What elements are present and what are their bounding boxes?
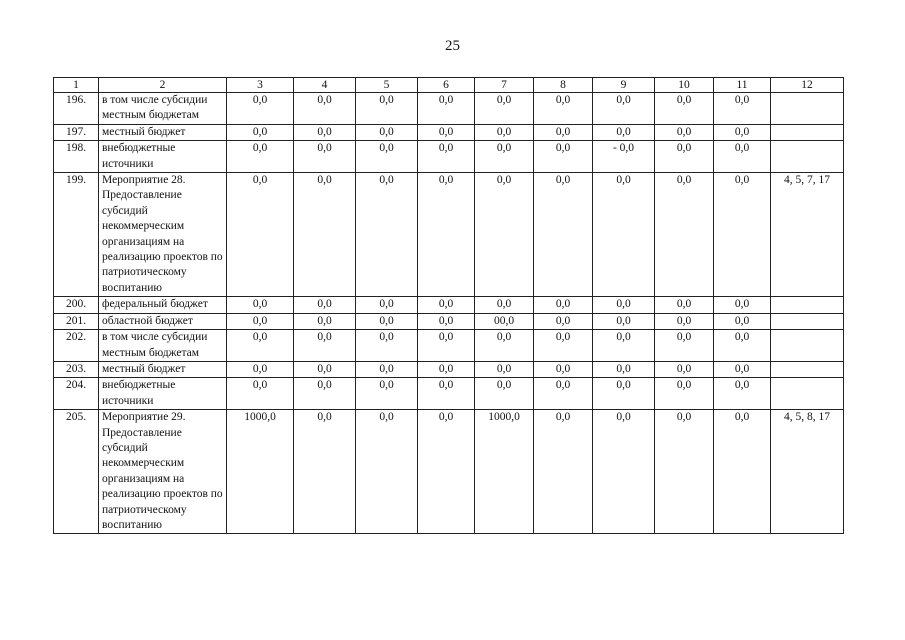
value-cell: 0,0	[534, 297, 593, 313]
row-number: 199.	[54, 173, 99, 297]
indicator-refs	[771, 124, 844, 140]
row-name: внебюджетные источники	[99, 141, 227, 173]
value-cell: 0,0	[593, 378, 655, 410]
page-number: 25	[445, 38, 460, 54]
header-cell: 3	[227, 78, 294, 93]
indicator-refs	[771, 330, 844, 362]
value-cell: 0,0	[294, 313, 356, 329]
indicator-refs	[771, 297, 844, 313]
value-cell: 0,0	[593, 173, 655, 297]
table-row	[54, 93, 844, 125]
value-cell: 0,0	[418, 330, 475, 362]
value-cell: 0,0	[418, 141, 475, 173]
row-number: 202.	[54, 330, 99, 362]
value-cell: 0,0	[356, 141, 418, 173]
value-cell: 0,0	[356, 297, 418, 313]
value-cell: 0,0	[475, 124, 534, 140]
value-cell: 0,0	[655, 173, 714, 297]
indicator-refs	[771, 378, 844, 410]
row-number: 198.	[54, 141, 99, 173]
header-cell: 1	[54, 78, 99, 93]
value-cell: 0,0	[475, 361, 534, 377]
value-cell: 0,0	[534, 378, 593, 410]
value-cell: 0,0	[534, 124, 593, 140]
value-cell: 0,0	[655, 124, 714, 140]
value-cell: 0,0	[418, 173, 475, 297]
value-cell: 0,0	[356, 124, 418, 140]
row-number: 196.	[54, 93, 99, 125]
value-cell: 0,0	[227, 330, 294, 362]
row-name: Мероприятие 28. Предоставление субсидий некоммерческим организациям на реализацию проектов по патриотическому воспитанию	[99, 173, 227, 297]
value-cell: 0,0	[714, 124, 771, 140]
value-cell: 0,0	[593, 313, 655, 329]
value-cell: 0,0	[714, 330, 771, 362]
value-cell: 0,0	[593, 361, 655, 377]
value-cell: 0,0	[714, 297, 771, 313]
value-cell: 0,0	[356, 361, 418, 377]
table-row	[54, 141, 844, 173]
value-cell: 0,0	[356, 173, 418, 297]
value-cell: 0,0	[534, 93, 593, 125]
value-cell: 0,0	[227, 141, 294, 173]
value-cell: 0,0	[714, 141, 771, 173]
header-cell: 4	[294, 78, 356, 93]
value-cell: 0,0	[534, 173, 593, 297]
value-cell: 0,0	[714, 173, 771, 297]
value-cell: 0,0	[655, 361, 714, 377]
header-cell: 9	[593, 78, 655, 93]
header-cell: 12	[771, 78, 844, 93]
row-name: в том числе субсидии местным бюджетам	[99, 330, 227, 362]
value-cell: 0,0	[655, 297, 714, 313]
value-cell: 0,0	[534, 330, 593, 362]
table-row	[54, 410, 844, 534]
value-cell: 0,0	[418, 313, 475, 329]
value-cell: 0,0	[356, 410, 418, 534]
table-row	[54, 361, 844, 377]
row-name: местный бюджет	[99, 124, 227, 140]
indicator-refs	[771, 141, 844, 173]
row-name: внебюджетные источники	[99, 378, 227, 410]
value-cell: 0,0	[593, 297, 655, 313]
value-cell: 0,0	[534, 313, 593, 329]
value-cell: 0,0	[294, 330, 356, 362]
value-cell: 0,0	[475, 330, 534, 362]
header-cell: 11	[714, 78, 771, 93]
row-number: 200.	[54, 297, 99, 313]
value-cell: 0,0	[593, 330, 655, 362]
indicator-refs	[771, 93, 844, 125]
value-cell: - 0,0	[593, 141, 655, 173]
value-cell: 0,0	[714, 93, 771, 125]
table-row	[54, 173, 844, 297]
value-cell: 0,0	[227, 124, 294, 140]
value-cell: 0,0	[475, 93, 534, 125]
header-cell: 5	[356, 78, 418, 93]
value-cell: 0,0	[534, 361, 593, 377]
header-cell: 10	[655, 78, 714, 93]
value-cell: 1000,0	[475, 410, 534, 534]
value-cell: 0,0	[655, 410, 714, 534]
value-cell: 0,0	[593, 124, 655, 140]
value-cell: 0,0	[294, 141, 356, 173]
value-cell: 0,0	[356, 93, 418, 125]
value-cell: 0,0	[356, 313, 418, 329]
value-cell: 0,0	[714, 361, 771, 377]
value-cell: 0,0	[227, 93, 294, 125]
header-cell: 2	[99, 78, 227, 93]
value-cell: 0,0	[294, 410, 356, 534]
indicator-refs: 4, 5, 8, 17	[771, 410, 844, 534]
row-name: Мероприятие 29. Предоставление субсидий некоммерческим организациям на реализацию проектов по патриотическому воспитанию	[99, 410, 227, 534]
value-cell: 0,0	[418, 93, 475, 125]
value-cell: 0,0	[356, 330, 418, 362]
value-cell: 0,0	[418, 378, 475, 410]
value-cell: 0,0	[534, 410, 593, 534]
header-row	[54, 78, 844, 93]
header-cell: 8	[534, 78, 593, 93]
table-row	[54, 378, 844, 410]
value-cell: 0,0	[294, 173, 356, 297]
table-row	[54, 124, 844, 140]
value-cell: 0,0	[714, 313, 771, 329]
value-cell: 0,0	[655, 141, 714, 173]
row-name: в том числе субсидии местным бюджетам	[99, 93, 227, 125]
value-cell: 0,0	[714, 378, 771, 410]
value-cell: 0,0	[655, 378, 714, 410]
table-row	[54, 330, 844, 362]
row-name: федеральный бюджет	[99, 297, 227, 313]
value-cell: 1000,0	[227, 410, 294, 534]
value-cell: 0,0	[294, 93, 356, 125]
row-number: 201.	[54, 313, 99, 329]
row-name: местный бюджет	[99, 361, 227, 377]
value-cell: 0,0	[475, 378, 534, 410]
value-cell: 0,0	[227, 297, 294, 313]
budget-table	[53, 77, 844, 534]
value-cell: 0,0	[418, 124, 475, 140]
header-cell: 6	[418, 78, 475, 93]
value-cell: 0,0	[418, 297, 475, 313]
value-cell: 0,0	[227, 361, 294, 377]
value-cell: 0,0	[593, 93, 655, 125]
value-cell: 0,0	[418, 361, 475, 377]
row-number: 205.	[54, 410, 99, 534]
value-cell: 0,0	[227, 313, 294, 329]
table-row	[54, 313, 844, 329]
row-name: областной бюджет	[99, 313, 227, 329]
row-number: 204.	[54, 378, 99, 410]
row-number: 197.	[54, 124, 99, 140]
value-cell: 0,0	[294, 378, 356, 410]
indicator-refs	[771, 361, 844, 377]
value-cell: 0,0	[475, 173, 534, 297]
value-cell: 0,0	[655, 93, 714, 125]
indicator-refs: 4, 5, 7, 17	[771, 173, 844, 297]
value-cell: 0,0	[593, 410, 655, 534]
row-number: 203.	[54, 361, 99, 377]
table-row	[54, 297, 844, 313]
header-cell: 7	[475, 78, 534, 93]
value-cell: 0,0	[475, 297, 534, 313]
table-body	[54, 93, 844, 534]
value-cell: 0,0	[294, 124, 356, 140]
value-cell: 0,0	[356, 378, 418, 410]
value-cell: 0,0	[655, 330, 714, 362]
value-cell: 0,0	[294, 297, 356, 313]
value-cell: 0,0	[714, 410, 771, 534]
value-cell: 00,0	[475, 313, 534, 329]
value-cell: 0,0	[534, 141, 593, 173]
value-cell: 0,0	[418, 410, 475, 534]
value-cell: 0,0	[227, 378, 294, 410]
value-cell: 0,0	[655, 313, 714, 329]
value-cell: 0,0	[227, 173, 294, 297]
value-cell: 0,0	[475, 141, 534, 173]
indicator-refs	[771, 313, 844, 329]
value-cell: 0,0	[294, 361, 356, 377]
